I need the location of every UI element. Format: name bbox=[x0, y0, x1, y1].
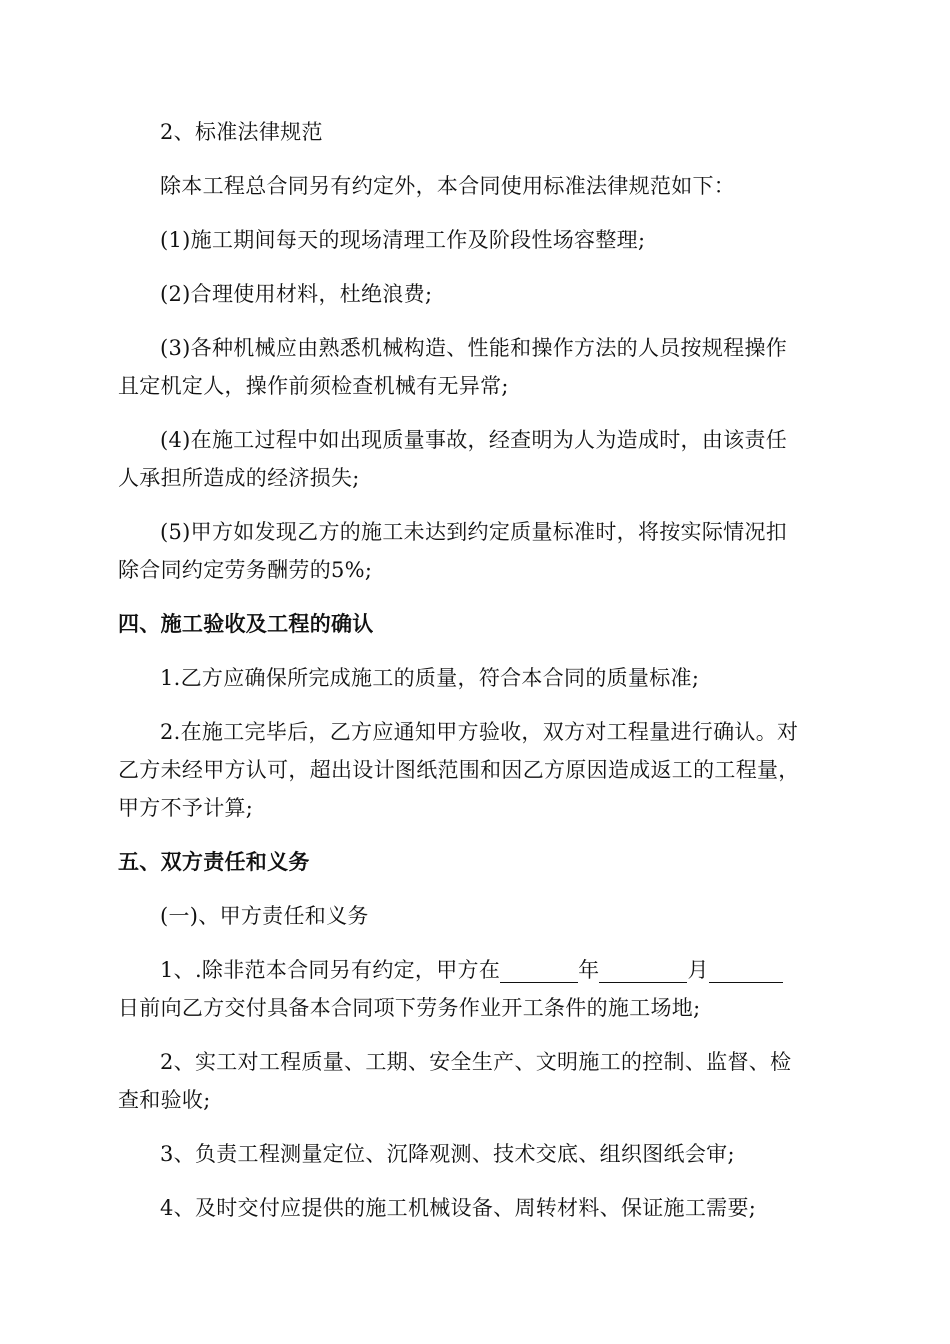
item-3-line-2: 且定机定人，操作前须检查机械有无异常; bbox=[118, 374, 509, 398]
acceptance-item-2-line-1: 2.在施工完毕后，乙方应通知甲方验收，双方对工程量进行确认。对 bbox=[160, 720, 799, 744]
paragraph-intro: 除本工程总合同另有约定外，本合同使用标准法律规范如下： bbox=[160, 174, 736, 198]
duty-1-line-2: 日前向乙方交付具备本合同项下劳务作业开工条件的施工场地; bbox=[118, 996, 701, 1020]
section-4-heading: 四、施工验收及工程的确认 bbox=[118, 611, 374, 636]
duty-1-text: 1、.除非范本合同另有约定，甲方在 bbox=[160, 958, 501, 982]
acceptance-item-2-line-2: 乙方未经甲方认可，超出设计图纸范围和因乙方原因造成返工的工程量， bbox=[118, 758, 800, 782]
item-3-line-1: (3)各种机械应由熟悉机械构造、性能和操作方法的人员按规程操作 bbox=[160, 336, 788, 360]
item-5-line-1: (5)甲方如发现乙方的施工未达到约定质量标准时，将按实际情况扣 bbox=[160, 520, 788, 544]
party-a-subheading: (一)、甲方责任和义务 bbox=[160, 904, 369, 928]
day-blank bbox=[709, 960, 783, 983]
year-blank bbox=[500, 960, 578, 983]
duty-2-line-2: 查和验收; bbox=[118, 1088, 211, 1112]
acceptance-item-2-line-3: 甲方不予计算; bbox=[118, 796, 254, 820]
acceptance-item-1: 1.乙方应确保所完成施工的质量，符合本合同的质量标准; bbox=[160, 666, 700, 690]
item-1: (1)施工期间每天的现场清理工作及阶段性场容整理; bbox=[160, 228, 646, 252]
item-4-line-2: 人承担所造成的经济损失; bbox=[118, 466, 360, 490]
clause-2-heading: 2、标准法律规范 bbox=[160, 120, 323, 144]
duty-3: 3、负责工程测量定位、沉降观测、技术交底、组织图纸会审; bbox=[160, 1142, 735, 1166]
month-label: 月 bbox=[687, 958, 709, 982]
duty-2-line-1: 2、实工对工程质量、工期、安全生产、文明施工的控制、监督、检 bbox=[160, 1050, 792, 1074]
item-5-line-2: 除合同约定劳务酬劳的5%; bbox=[118, 558, 373, 582]
item-2: (2)合理使用材料，杜绝浪费; bbox=[160, 282, 433, 306]
duty-4: 4、及时交付应提供的施工机械设备、周转材料、保证施工需要; bbox=[160, 1196, 757, 1220]
duty-1-line-1 bbox=[160, 956, 783, 984]
month-blank bbox=[599, 960, 687, 983]
item-4-line-1: (4)在施工过程中如出现质量事故，经查明为人为造成时，由该责任 bbox=[160, 428, 788, 452]
section-5-heading: 五、双方责任和义务 bbox=[118, 849, 310, 874]
year-label: 年 bbox=[578, 958, 600, 982]
